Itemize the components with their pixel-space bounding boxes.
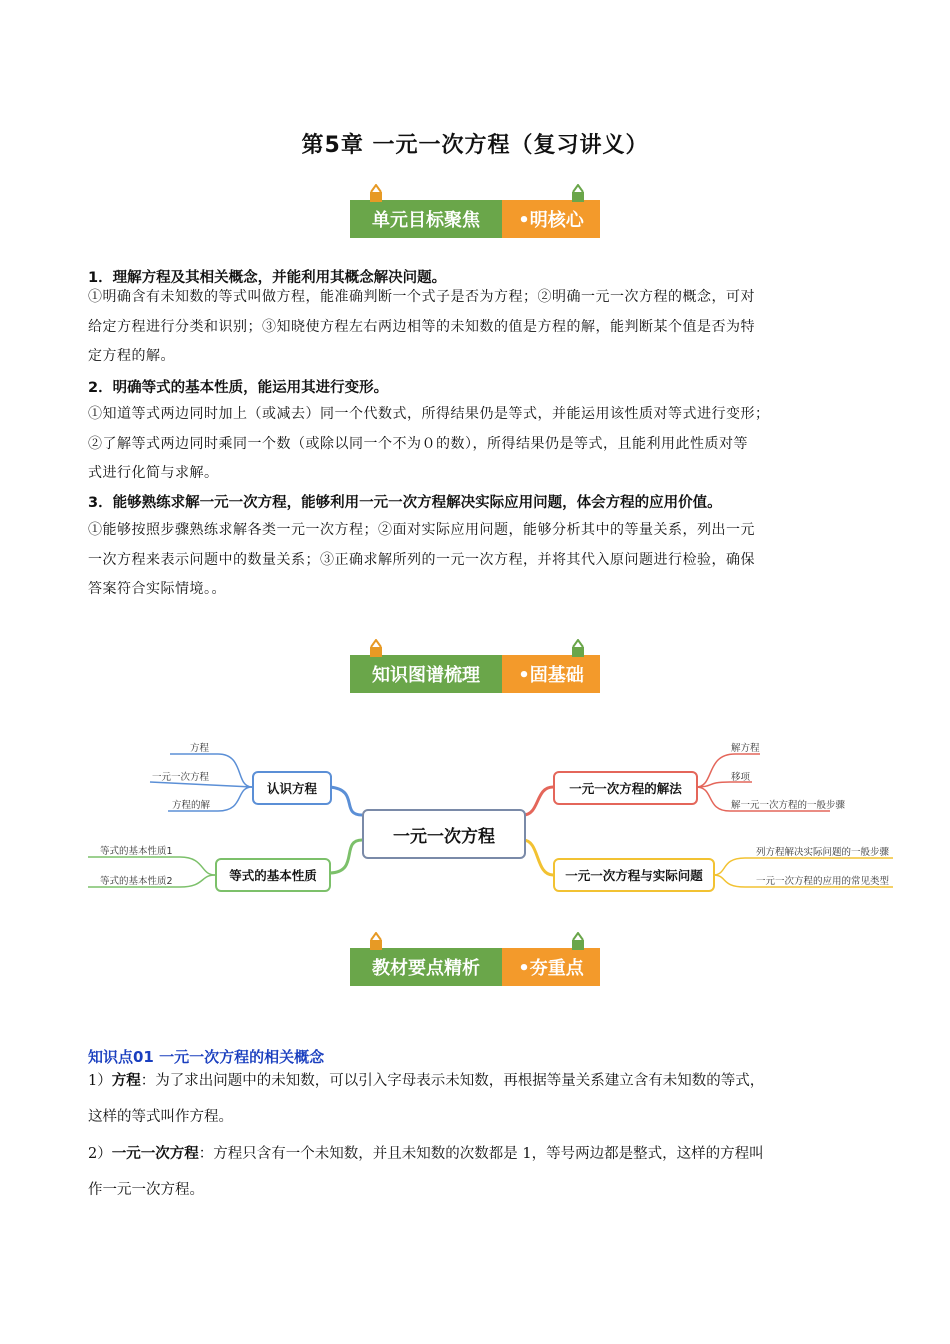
mindmap-leaf: 方程 bbox=[190, 743, 210, 754]
page-title: 第5章 一元一次方程（复习讲义） bbox=[301, 133, 649, 158]
mindmap bbox=[0, 730, 950, 910]
binder-clip-icon bbox=[368, 184, 384, 204]
knowledge-item: 2）一元一次方程：方程只含有一个未知数，并且未知数的次数都是 1，等号两边都是整式，这样的方程叫 作一元一次方程。 bbox=[88, 1146, 764, 1198]
mindmap-branch-node: 一元一次方程与实际问题 bbox=[553, 858, 715, 892]
banner-mindmap-green: 知识图谱梳理 bbox=[350, 655, 502, 693]
knowledge-item: 1）方程：为了求出问题中的未知数，可以引入字母表示未知数，再根据等量关系建立含有未知数的等式， 这样的等式叫作方程。 bbox=[88, 1073, 765, 1125]
binder-clip-icon bbox=[570, 184, 586, 204]
goal-paragraph: ①知道等式两边同时加上（或减去）同一个代数式，所得结果仍是等式，并能运用该性质对等式进行变形； ②了解等式两边同时乘同一个数（或除以同一个不为０的数），所得结果仍是等式，且能利用此性质对等 式进行化简与求解。 bbox=[88, 406, 770, 481]
term: 方程 bbox=[111, 1073, 141, 1089]
mindmap-leaf: 一元一次方程 bbox=[152, 772, 210, 783]
goal-paragraph: ①能够按照步骤熟练求解各类一元一次方程；②面对实际应用问题，能够分析其中的等量关系，列出一元 一次方程来表示问题中的数量关系；③正确求解所列的一元一次方程，并将其代入原问题进行检验，确保 答案符合实际情境。。 bbox=[88, 522, 755, 597]
goal-paragraph: ①明确含有未知数的等式叫做方程，能准确判断一个式子是否为方程；②明确一元一次方程的概念，可对 给定方程进行分类和识别；③知晓使方程左右两边相等的未知数的值是方程的解，能判断某个值是否为特 定方程的解。 bbox=[88, 289, 755, 364]
mindmap-leaf: 移项 bbox=[731, 772, 751, 783]
banner-goals-orange: •明核心 bbox=[502, 200, 600, 238]
banner-keypoints-green: 教材要点精析 bbox=[350, 948, 502, 986]
mindmap-leaf: 等式的基本性质2 bbox=[100, 876, 173, 887]
mindmap-branch-node: 一元一次方程的解法 bbox=[553, 771, 698, 805]
banner-mindmap-orange: •固基础 bbox=[502, 655, 600, 693]
mindmap-leaf: 等式的基本性质1 bbox=[100, 846, 173, 857]
binder-clip-icon bbox=[570, 932, 586, 952]
binder-clip-icon bbox=[368, 639, 384, 659]
banner-keypoints-orange: •夯重点 bbox=[502, 948, 600, 986]
goal-heading: 1．理解方程及其相关概念，并能利用其概念解决问题。 bbox=[88, 270, 447, 286]
mindmap-leaf: 方程的解 bbox=[172, 800, 211, 811]
goal-heading: 2．明确等式的基本性质，能运用其进行变形。 bbox=[88, 380, 389, 396]
mindmap-branch-node: 等式的基本性质 bbox=[215, 858, 331, 892]
mindmap-leaf: 解方程 bbox=[731, 743, 760, 754]
mindmap-leaf: 解一元一次方程的一般步骤 bbox=[731, 800, 846, 811]
mindmap-branch-node: 认识方程 bbox=[252, 771, 332, 805]
mindmap-center-node: 一元一次方程 bbox=[362, 809, 526, 859]
banner-goals bbox=[350, 200, 600, 238]
banner-mindmap bbox=[350, 655, 600, 693]
knowledge-point-title: 知识点01 一元一次方程的相关概念 bbox=[88, 1048, 325, 1066]
mindmap-leaf: 列方程解决实际问题的一般步骤 bbox=[756, 847, 890, 858]
goal-heading: 3．能够熟练求解一元一次方程，能够利用一元一次方程解决实际应用问题，体会方程的应用价值。 bbox=[88, 495, 722, 511]
banner-keypoints bbox=[350, 948, 600, 986]
banner-goals-green: 单元目标聚焦 bbox=[350, 200, 502, 238]
binder-clip-icon bbox=[368, 932, 384, 952]
term: 一元一次方程 bbox=[111, 1146, 199, 1162]
binder-clip-icon bbox=[570, 639, 586, 659]
mindmap-leaf: 一元一次方程的应用的常见类型 bbox=[756, 876, 890, 887]
